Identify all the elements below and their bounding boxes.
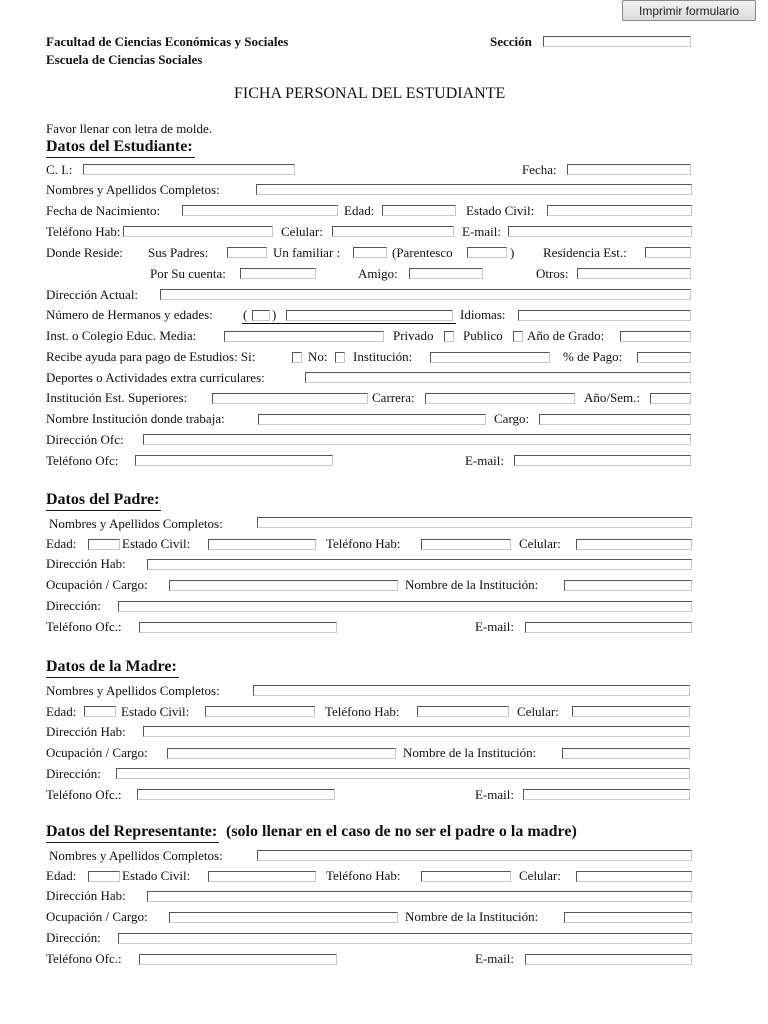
financial-aid-label: Recibe ayuda para pago de Estudios: Si: (46, 349, 256, 364)
mother-home-phone-label: Teléfono Hab: (325, 704, 400, 719)
current-address-field[interactable] (160, 289, 691, 300)
father-home-address-label: Dirección Hab: (46, 556, 126, 571)
siblings-ages-underline (286, 323, 456, 324)
age-field[interactable] (382, 205, 456, 216)
graduation-year-field[interactable] (620, 331, 691, 342)
father-home-phone-label: Teléfono Hab: (326, 536, 401, 551)
rep-mobile-label: Celular: (519, 868, 561, 883)
marital-status-label: Estado Civil: (466, 203, 535, 218)
rep-occupation-field[interactable] (169, 912, 398, 923)
rep-mobile-field[interactable] (576, 871, 692, 882)
father-marital-field[interactable] (208, 539, 316, 550)
sports-label: Deportes o Actividades extra curriculares: (46, 370, 265, 385)
student-section-heading: Datos del Estudiante: (46, 137, 195, 158)
high-school-label: Inst. o Colegio Educ. Media: (46, 328, 197, 343)
ci-label: C. I.: (46, 162, 73, 177)
father-name-label: Nombres y Apellidos Completos: (49, 516, 223, 531)
parents-option-label: Sus Padres: (148, 245, 209, 260)
office-phone-label: Teléfono Ofc: (46, 453, 119, 468)
father-mobile-label: Celular: (519, 536, 561, 551)
rep-home-address-label: Dirección Hab: (46, 888, 126, 903)
mother-marital-field[interactable] (205, 706, 315, 717)
workplace-field[interactable] (258, 414, 486, 425)
father-occupation-field[interactable] (169, 580, 398, 591)
school-name: Escuela de Ciencias Sociales (46, 52, 203, 67)
office-email-label: E-mail: (465, 453, 504, 468)
father-email-label: E-mail: (475, 619, 514, 634)
birth-date-label: Fecha de Nacimiento: (46, 203, 161, 218)
mother-mobile-field[interactable] (572, 706, 690, 717)
office-phone-field[interactable] (135, 455, 333, 466)
rep-institution-field[interactable] (564, 912, 692, 923)
rep-marital-label: Estado Civil: (122, 868, 191, 883)
mother-section-heading: Datos de la Madre: (46, 657, 179, 678)
career-field[interactable] (425, 393, 575, 404)
mother-name-label: Nombres y Apellidos Completos: (46, 683, 220, 698)
mother-home-phone-field[interactable] (417, 706, 509, 717)
mobile-field[interactable] (332, 226, 454, 237)
own-option-label: Por Su cuenta: (150, 266, 226, 281)
rep-institution-label: Nombre de la Institución: (405, 909, 539, 924)
residence-label: Donde Reside: (46, 245, 123, 260)
father-institution-label: Nombre de la Institución: (405, 577, 539, 592)
rep-home-phone-label: Teléfono Hab: (326, 868, 401, 883)
siblings-ages-field[interactable] (286, 310, 453, 321)
mother-institution-label: Nombre de la Institución: (403, 745, 537, 760)
relative-option-field[interactable] (353, 247, 387, 258)
section-field[interactable] (543, 36, 691, 47)
mother-email-label: E-mail: (475, 787, 514, 802)
father-address-field[interactable] (118, 601, 692, 612)
public-label: Publico (463, 328, 503, 343)
siblings-close-paren: ) (272, 307, 277, 322)
home-phone-label: Teléfono Hab: (46, 224, 121, 239)
father-home-address-field[interactable] (147, 559, 692, 570)
father-mobile-field[interactable] (576, 539, 692, 550)
kinship-label: (Parentesco (392, 245, 453, 260)
rep-address-label: Dirección: (46, 930, 101, 945)
instruction-text: Favor llenar con letra de molde. (46, 121, 213, 136)
aid-yes-checkbox[interactable] (292, 352, 302, 363)
rep-occupation-label: Ocupación / Cargo: (46, 909, 148, 924)
father-office-phone-field[interactable] (139, 622, 337, 633)
rep-office-phone-label: Teléfono Ofc.: (46, 951, 122, 966)
siblings-underline (242, 323, 286, 324)
home-phone-field[interactable] (123, 226, 273, 237)
university-label: Institución Est. Superiores: (46, 390, 188, 405)
aid-no-checkbox[interactable] (335, 352, 345, 363)
mother-occupation-field[interactable] (167, 748, 396, 759)
date-field[interactable] (567, 164, 691, 175)
mother-office-phone-label: Teléfono Ofc.: (46, 787, 122, 802)
friend-option-label: Amigo: (358, 266, 398, 281)
aid-no-label: No: (308, 349, 328, 364)
marital-status-field[interactable] (547, 205, 692, 216)
email-label: E-mail: (462, 224, 501, 239)
father-home-phone-field[interactable] (421, 539, 511, 550)
office-address-label: Dirección Ofc: (46, 432, 124, 447)
mother-office-phone-field[interactable] (137, 789, 335, 800)
rep-marital-field[interactable] (208, 871, 316, 882)
page-title: FICHA PERSONAL DEL ESTUDIANTE (234, 85, 506, 102)
father-institution-field[interactable] (564, 580, 692, 591)
ci-field[interactable] (83, 164, 295, 175)
others-option-field[interactable] (577, 268, 691, 279)
private-label: Privado (393, 328, 434, 343)
faculty-name: Facultad de Ciencias Económicas y Sociales (46, 34, 289, 49)
rep-name-field[interactable] (257, 850, 692, 861)
mother-email-field[interactable] (523, 789, 690, 800)
father-age-label: Edad: (46, 536, 77, 551)
age-label: Edad: (344, 203, 375, 218)
relative-option-label: Un familiar : (273, 245, 341, 260)
own-option-field[interactable] (240, 268, 316, 279)
father-name-field[interactable] (257, 517, 692, 528)
public-checkbox[interactable] (513, 331, 523, 342)
languages-label: Idiomas: (460, 307, 506, 322)
father-address-label: Dirección: (46, 598, 101, 613)
workplace-label: Nombre Institución donde trabaja: (46, 411, 225, 426)
date-label: Fecha: (522, 162, 557, 177)
aid-institution-field[interactable] (430, 352, 550, 363)
mother-address-field[interactable] (116, 768, 690, 779)
kinship-field[interactable] (467, 247, 507, 258)
mother-home-address-label: Dirección Hab: (46, 724, 126, 739)
father-section-heading: Datos del Padre: (46, 490, 161, 511)
office-email-field[interactable] (514, 455, 691, 466)
parents-option-field[interactable] (227, 247, 267, 258)
aid-institution-label: Institución: (353, 349, 413, 364)
job-title-label: Cargo: (494, 411, 530, 426)
father-email-field[interactable] (525, 622, 692, 633)
mother-home-address-field[interactable] (143, 726, 690, 737)
father-occupation-label: Ocupación / Cargo: (46, 577, 148, 592)
mother-age-label: Edad: (46, 704, 77, 719)
high-school-field[interactable] (224, 331, 384, 342)
father-office-phone-label: Teléfono Ofc.: (46, 619, 122, 634)
current-address-label: Dirección Actual: (46, 287, 139, 302)
rep-email-label: E-mail: (475, 951, 514, 966)
mother-marital-label: Estado Civil: (121, 704, 190, 719)
others-option-label: Otros: (536, 266, 569, 281)
full-name-field[interactable] (256, 184, 692, 195)
kinship-close-paren: ) (510, 245, 515, 260)
section-label: Sección (490, 34, 532, 49)
siblings-count-field[interactable] (252, 310, 270, 321)
email-field[interactable] (508, 226, 692, 237)
mother-name-field[interactable] (253, 685, 690, 696)
rep-age-field[interactable] (88, 871, 120, 882)
office-address-field[interactable] (143, 434, 691, 445)
mother-address-label: Dirección: (46, 766, 101, 781)
birth-date-field[interactable] (182, 205, 338, 216)
rep-home-phone-field[interactable] (421, 871, 511, 882)
rep-age-label: Edad: (46, 868, 77, 883)
rep-email-field[interactable] (525, 954, 692, 965)
mother-occupation-label: Ocupación / Cargo: (46, 745, 148, 760)
payment-percent-field[interactable] (637, 352, 691, 363)
rep-office-phone-field[interactable] (139, 954, 337, 965)
year-semester-field[interactable] (650, 393, 691, 404)
representative-note: (solo llenar en el caso de no ser el padre o la madre) (226, 823, 577, 840)
full-name-label: Nombres y Apellidos Completos: (46, 182, 220, 197)
mother-mobile-label: Celular: (517, 704, 559, 719)
private-checkbox[interactable] (444, 331, 454, 342)
print-form-button[interactable]: Imprimir formulario (622, 0, 756, 21)
mother-age-field[interactable] (84, 706, 116, 717)
payment-percent-label: % de Pago: (563, 349, 623, 364)
father-age-field[interactable] (88, 539, 120, 550)
rep-home-address-field[interactable] (147, 891, 692, 902)
father-marital-label: Estado Civil: (122, 536, 191, 551)
mother-institution-field[interactable] (562, 748, 690, 759)
siblings-label: Número de Hermanos y edades: (46, 307, 213, 322)
rep-name-label: Nombres y Apellidos Completos: (49, 848, 223, 863)
siblings-open-paren: ( (243, 307, 248, 322)
representative-section-heading: Datos del Representante: (46, 822, 219, 843)
year-semester-label: Año/Sem.: (584, 390, 640, 405)
student-residence-field[interactable] (645, 247, 691, 258)
university-field[interactable] (212, 393, 368, 404)
career-label: Carrera: (372, 390, 415, 405)
friend-option-field[interactable] (409, 268, 483, 279)
rep-address-field[interactable] (118, 933, 692, 944)
languages-field[interactable] (518, 310, 691, 321)
sports-field[interactable] (305, 372, 691, 383)
student-residence-label: Residencia Est.: (543, 245, 627, 260)
mobile-label: Celular: (281, 224, 323, 239)
graduation-year-label: Año de Grado: (527, 328, 605, 343)
job-title-field[interactable] (539, 414, 691, 425)
